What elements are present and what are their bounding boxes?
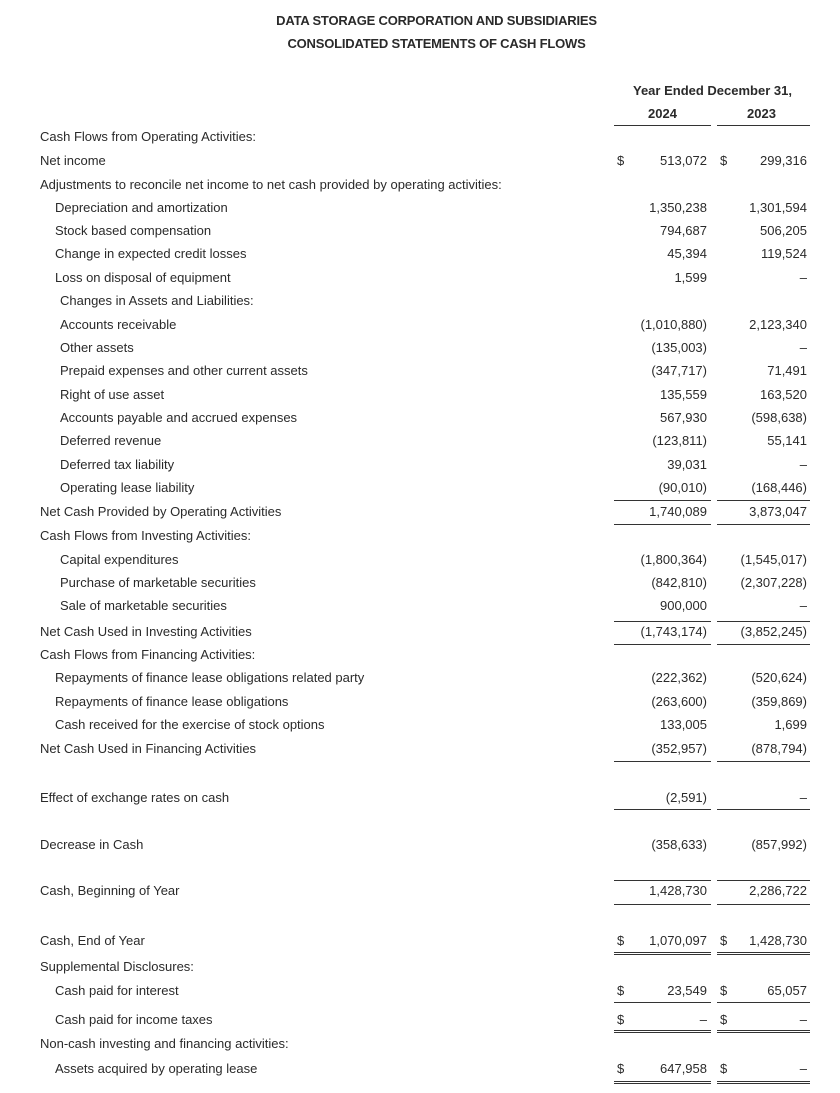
value-2023: – — [799, 598, 807, 613]
row-label: Change in expected credit losses — [55, 246, 247, 261]
double-underline — [614, 952, 711, 955]
value-2023: (359,869) — [751, 694, 807, 709]
currency-symbol: $ — [720, 983, 728, 998]
subtotal-row — [0, 504, 840, 524]
section-heading — [0, 129, 840, 149]
single-underline — [614, 500, 711, 501]
row-label: Cash Flows from Investing Activities: — [40, 528, 251, 543]
line-item — [0, 1012, 840, 1032]
currency-symbol: $ — [720, 933, 728, 948]
line-item — [0, 363, 840, 383]
value-2024: (1,743,174) — [640, 624, 707, 639]
value-2024: 133,005 — [660, 717, 707, 732]
double-underline — [614, 1081, 711, 1084]
double-underline — [614, 1030, 711, 1033]
company-name: DATA STORAGE CORPORATION AND SUBSIDIARIES — [276, 13, 597, 28]
value-2023: 1,699 — [774, 717, 807, 732]
value-2024: (842,810) — [651, 575, 707, 590]
line-item — [0, 387, 840, 407]
value-2023: (520,624) — [751, 670, 807, 685]
double-underline — [717, 952, 810, 955]
single-underline — [614, 761, 711, 762]
row-label: Changes in Assets and Liabilities: — [60, 293, 254, 308]
line-item — [0, 575, 840, 595]
section-heading — [0, 177, 840, 197]
value-2024: (123,811) — [652, 433, 707, 448]
line-item — [0, 340, 840, 360]
row-label: Assets acquired by operating lease — [55, 1061, 258, 1076]
row-label: Loss on disposal of equipment — [55, 270, 231, 285]
row-label: Deferred tax liability — [60, 457, 175, 472]
row-label: Adjustments to reconcile net income to net cash provided by operating activities: — [40, 177, 502, 192]
line-item — [0, 246, 840, 266]
row-label: Cash Flows from Operating Activities: — [40, 129, 257, 144]
single-underline — [614, 1002, 711, 1003]
total-row — [0, 837, 840, 857]
row-label: Capital expenditures — [60, 552, 179, 567]
year-2024-underline — [614, 125, 711, 126]
row-label: Right of use asset — [60, 387, 165, 402]
row-label: Non-cash investing and financing activities: — [40, 1036, 289, 1051]
value-2024: 567,930 — [660, 410, 707, 425]
line-item — [0, 153, 840, 173]
value-2023: (878,794) — [751, 741, 807, 756]
row-label: Other assets — [60, 340, 134, 355]
value-2023: 299,316 — [760, 153, 807, 168]
line-item — [0, 790, 840, 810]
line-item — [0, 480, 840, 500]
value-2024: 647,958 — [660, 1061, 707, 1076]
line-item — [0, 552, 840, 572]
value-2023: 163,520 — [760, 387, 807, 402]
value-2024: (1,010,880) — [640, 317, 707, 332]
value-2024: – — [699, 1012, 707, 1027]
row-label: Net Cash Provided by Operating Activities — [40, 504, 282, 519]
value-2023: 1,301,594 — [749, 200, 807, 215]
line-item — [0, 694, 840, 714]
single-underline — [717, 880, 810, 881]
line-item — [0, 1061, 840, 1081]
single-underline — [614, 880, 711, 881]
value-2023: 3,873,047 — [749, 504, 807, 519]
section-heading — [0, 959, 840, 979]
value-2024: (358,633) — [651, 837, 707, 852]
value-2023: (857,992) — [751, 837, 807, 852]
value-2024: (2,591) — [665, 790, 707, 805]
line-item — [0, 223, 840, 243]
row-label: Repayments of finance lease obligations related party — [55, 670, 365, 685]
line-item — [0, 270, 840, 290]
row-label: Accounts payable and accrued expenses — [60, 410, 298, 425]
row-label: Depreciation and amortization — [55, 200, 228, 215]
value-2023: (2,307,228) — [740, 575, 807, 590]
value-2023: 1,428,730 — [749, 933, 807, 948]
value-2024: 45,394 — [667, 246, 707, 261]
row-label: Cash Flows from Financing Activities: — [40, 647, 256, 662]
row-label: Deferred revenue — [60, 433, 162, 448]
line-item — [0, 433, 840, 453]
value-2023: – — [799, 1012, 807, 1027]
value-2024: (135,003) — [651, 340, 707, 355]
subtotal-row — [0, 624, 840, 644]
row-label: Operating lease liability — [60, 480, 195, 495]
value-2023: (3,852,245) — [740, 624, 807, 639]
value-2024: 900,000 — [660, 598, 707, 613]
value-2023: 506,205 — [760, 223, 807, 238]
value-2023: 2,123,340 — [749, 317, 807, 332]
value-2023: 119,524 — [760, 246, 807, 261]
subtotal-row — [0, 741, 840, 761]
single-underline — [717, 644, 810, 645]
value-2023: 55,141 — [767, 433, 807, 448]
line-item — [0, 983, 840, 1003]
period-label: Year Ended December 31, — [633, 83, 792, 98]
value-2024: (347,717) — [651, 363, 707, 378]
single-underline — [717, 1002, 810, 1003]
total-row — [0, 883, 840, 903]
currency-symbol: $ — [617, 153, 625, 168]
single-underline — [614, 621, 711, 622]
value-2024: 39,031 — [667, 457, 707, 472]
value-2024: 513,072 — [660, 153, 707, 168]
line-item — [0, 457, 840, 477]
row-label: Accounts receivable — [60, 317, 177, 332]
year-2023-header: 2023 — [747, 106, 776, 121]
single-underline — [717, 524, 810, 525]
currency-symbol: $ — [617, 1012, 625, 1027]
line-item — [0, 410, 840, 430]
row-label: Repayments of finance lease obligations — [55, 694, 289, 709]
total-row — [0, 933, 840, 953]
row-label: Cash received for the exercise of stock options — [55, 717, 325, 732]
single-underline — [717, 904, 810, 905]
year-2023-underline — [717, 125, 810, 126]
section-heading — [0, 293, 840, 313]
row-label: Net Cash Used in Investing Activities — [40, 624, 252, 639]
row-label: Stock based compensation — [55, 223, 212, 238]
value-2024: (352,957) — [651, 741, 707, 756]
row-label: Net income — [40, 153, 106, 168]
value-2024: 1,428,730 — [649, 883, 707, 898]
currency-symbol: $ — [617, 983, 625, 998]
currency-symbol: $ — [720, 153, 728, 168]
line-item — [0, 200, 840, 220]
year-2024-header: 2024 — [648, 106, 677, 121]
row-label: Cash, Beginning of Year — [40, 883, 180, 898]
value-2023: (598,638) — [751, 410, 807, 425]
row-label: Cash, End of Year — [40, 933, 145, 948]
single-underline — [614, 524, 711, 525]
value-2024: 1,350,238 — [649, 200, 707, 215]
line-item — [0, 598, 840, 618]
row-label: Decrease in Cash — [40, 837, 144, 852]
line-item — [0, 717, 840, 737]
line-item — [0, 317, 840, 337]
value-2024: 1,740,089 — [649, 504, 707, 519]
section-heading — [0, 647, 840, 667]
value-2023: – — [799, 270, 807, 285]
single-underline — [717, 809, 810, 810]
row-label: Cash paid for income taxes — [55, 1012, 213, 1027]
value-2024: 1,070,097 — [649, 933, 707, 948]
double-underline — [717, 1030, 810, 1033]
section-heading — [0, 1036, 840, 1056]
row-label: Effect of exchange rates on cash — [40, 790, 230, 805]
single-underline — [614, 644, 711, 645]
row-label: Sale of marketable securities — [60, 598, 227, 613]
row-label: Cash paid for interest — [55, 983, 179, 998]
double-underline — [717, 1081, 810, 1084]
value-2023: – — [799, 340, 807, 355]
value-2023: (1,545,017) — [740, 552, 807, 567]
value-2024: 135,559 — [660, 387, 707, 402]
single-underline — [614, 809, 711, 810]
value-2023: 71,491 — [767, 363, 807, 378]
value-2023: – — [799, 457, 807, 472]
value-2024: (222,362) — [651, 670, 707, 685]
single-underline — [717, 761, 810, 762]
row-label: Supplemental Disclosures: — [40, 959, 194, 974]
statement-title: CONSOLIDATED STATEMENTS OF CASH FLOWS — [287, 36, 586, 51]
value-2023: – — [799, 790, 807, 805]
currency-symbol: $ — [720, 1061, 728, 1076]
currency-symbol: $ — [720, 1012, 728, 1027]
row-label: Net Cash Used in Financing Activities — [40, 741, 257, 756]
single-underline — [614, 904, 711, 905]
value-2024: (263,600) — [651, 694, 707, 709]
value-2023: 2,286,722 — [749, 883, 807, 898]
row-label: Purchase of marketable securities — [60, 575, 256, 590]
value-2023: 65,057 — [767, 983, 807, 998]
line-item — [0, 670, 840, 690]
single-underline — [717, 500, 810, 501]
value-2024: (90,010) — [658, 480, 707, 495]
value-2024: 794,687 — [660, 223, 707, 238]
single-underline — [717, 621, 810, 622]
value-2024: 1,599 — [674, 270, 707, 285]
section-heading — [0, 528, 840, 548]
value-2024: (1,800,364) — [640, 552, 707, 567]
currency-symbol: $ — [617, 1061, 625, 1076]
value-2024: 23,549 — [667, 983, 707, 998]
value-2023: – — [799, 1061, 807, 1076]
value-2023: (168,446) — [751, 480, 807, 495]
row-label: Prepaid expenses and other current assets — [60, 363, 308, 378]
currency-symbol: $ — [617, 933, 625, 948]
